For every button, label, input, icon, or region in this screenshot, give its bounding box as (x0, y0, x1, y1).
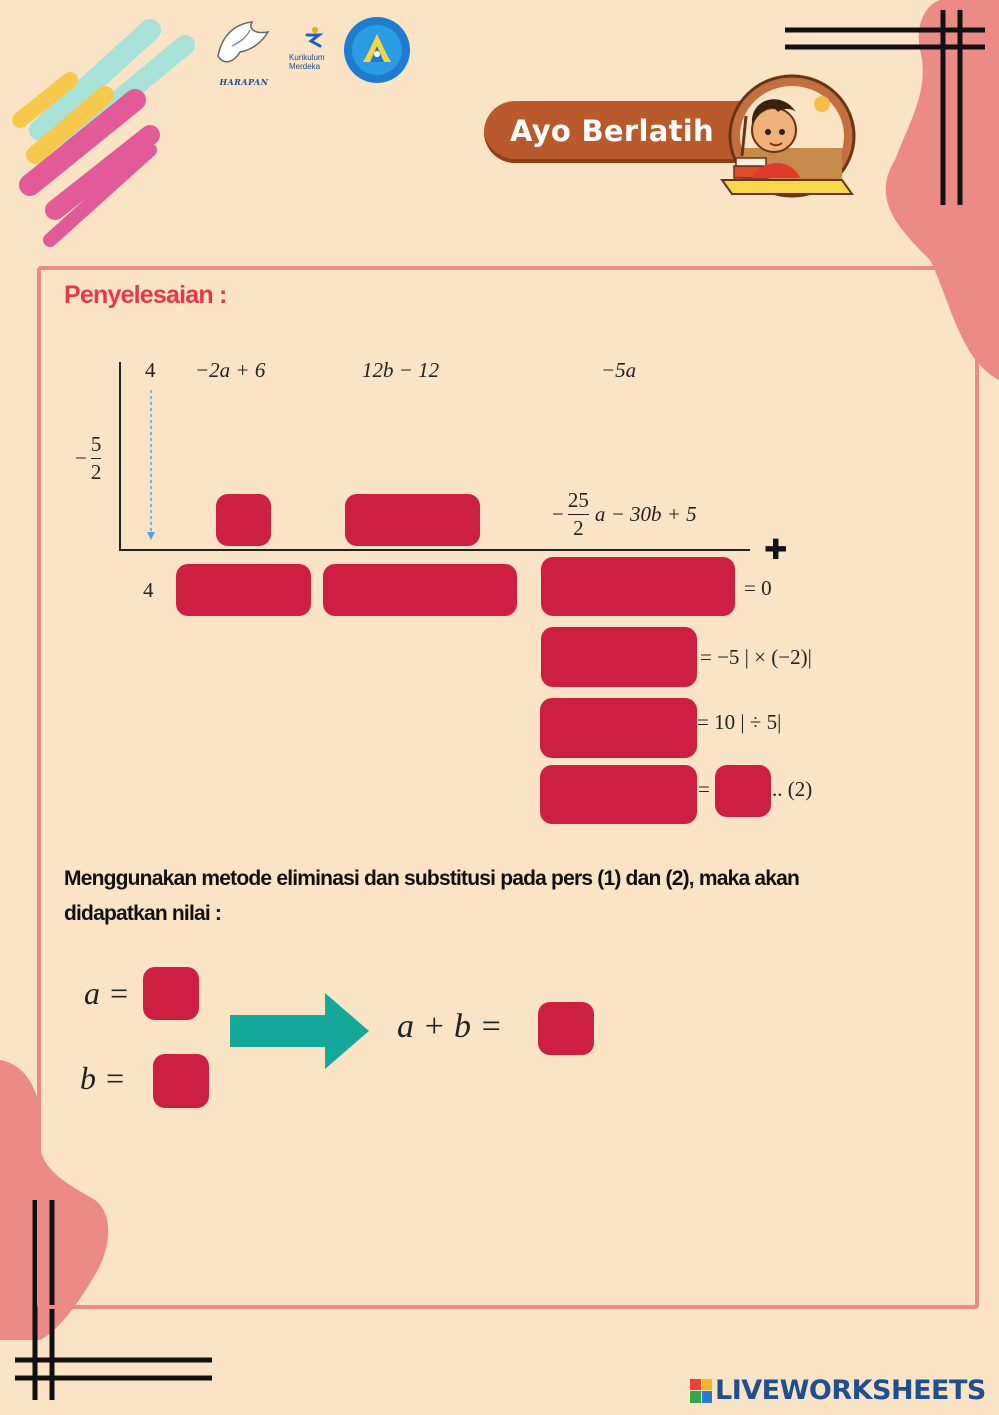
a-label: a = (84, 975, 130, 1011)
multiplier-fraction (91, 434, 102, 483)
answer-box-result-3[interactable] (541, 557, 735, 616)
harapan-logo-text: HARAPAN (219, 77, 269, 87)
answer-box-product-2[interactable] (345, 494, 480, 546)
product-tail: a − 30b + 5 (594, 502, 697, 526)
instruction-line-2: didapatkan nilai : (64, 902, 222, 925)
kurikulum-text: Kurikulum (289, 53, 325, 62)
answer-box-result-1[interactable] (176, 564, 311, 616)
kurikulum-figure-icon (301, 26, 325, 48)
instruction-line-1: Menggunakan metode eliminasi dan substitusi pada pers (1) dan (2), maka akan (64, 867, 800, 890)
kurikulum-merdeka-logo (289, 26, 341, 76)
multiplier-numerator: 5 (90, 432, 102, 456)
dashed-guide-arrow-icon (147, 532, 155, 540)
answer-box-step-2[interactable] (540, 698, 697, 758)
horner-multiplier (75, 434, 101, 483)
product-denominator: 2 (573, 516, 584, 540)
studying-kid-illustration (712, 68, 857, 198)
answer-box-sum[interactable] (538, 1002, 594, 1055)
paint-streaks (20, 30, 185, 240)
horner-result-first: 4 (143, 578, 154, 602)
answer-box-step-3-value[interactable] (715, 765, 771, 817)
plus-icon: ✚ (764, 533, 788, 566)
step-2-text: = 10 | ÷ 5| (697, 710, 782, 734)
dove-icon (212, 16, 276, 72)
horner-coef-2: −2a + 6 (195, 358, 266, 382)
horner-coef-1: 4 (145, 358, 156, 382)
product-minus: − (552, 502, 564, 526)
answer-box-result-2[interactable] (323, 564, 517, 616)
step-3-tail: .. (2) (772, 777, 813, 801)
b-label: b = (80, 1060, 126, 1096)
answer-box-step-1[interactable] (541, 627, 697, 687)
multiplier-denominator: 2 (90, 460, 102, 484)
answer-box-a[interactable] (143, 967, 199, 1020)
live-badge-icon (690, 1379, 712, 1403)
section-title: Penyelesaian : (64, 281, 227, 309)
merdeka-text: Merdeka (289, 62, 321, 71)
step-1-text: = −5 | × (−2)| (700, 645, 812, 669)
product-fraction (568, 490, 589, 539)
harapan-logo (212, 16, 276, 87)
multiplier-minus: − (75, 446, 87, 470)
liveworksheets-brand (690, 1375, 986, 1406)
eq-zero: = 0 (744, 576, 772, 600)
brand-text[interactable]: LIVEWORKSHEETS (715, 1375, 986, 1406)
right-arrow-icon (230, 993, 370, 1069)
answer-box-b[interactable] (153, 1054, 209, 1108)
horner-coef-3: 12b − 12 (362, 358, 440, 382)
banner-title: Ayo Berlatih (510, 114, 714, 148)
step-3-eq: = (698, 777, 710, 801)
answer-box-product-1[interactable] (216, 494, 271, 546)
kemendikbud-emblem-icon (343, 16, 411, 84)
horner-product-expression (552, 490, 697, 539)
answer-box-step-3[interactable] (540, 765, 697, 824)
horner-coef-4: −5a (601, 358, 637, 382)
product-numerator: 25 (567, 488, 589, 512)
sum-label: a + b = (397, 1008, 503, 1045)
